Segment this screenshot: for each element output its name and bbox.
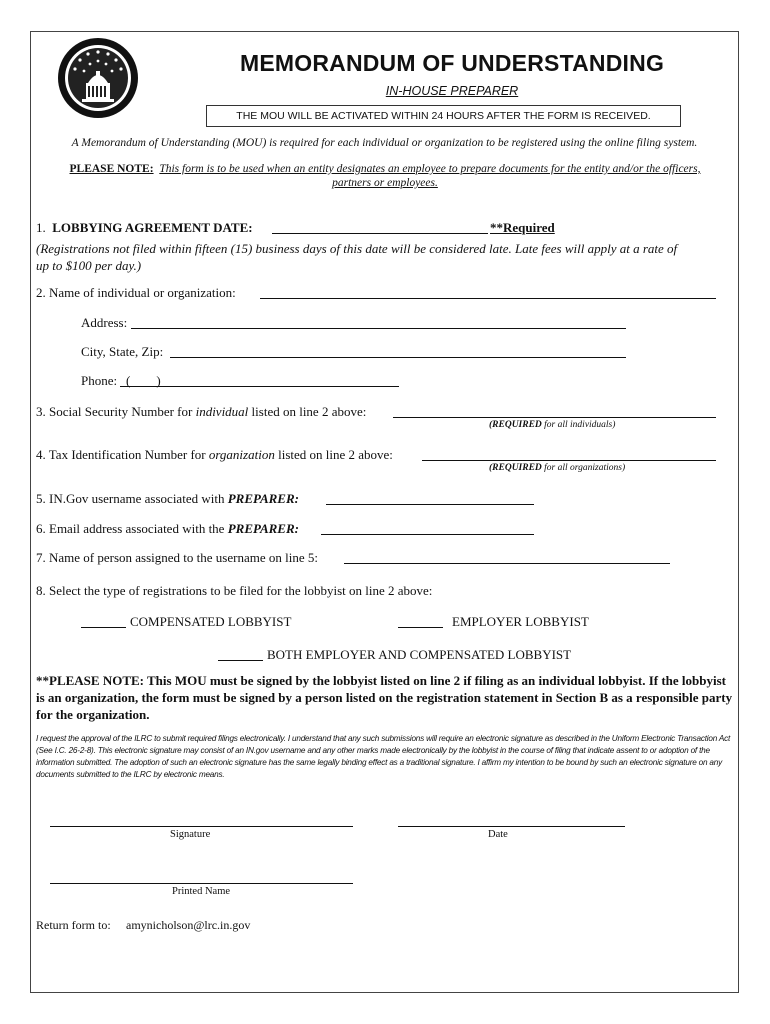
item8-label: 8. Select the type of registrations to be filed for the lobbyist on line 2 above: bbox=[36, 583, 433, 598]
printed-name-label: Printed Name bbox=[172, 886, 231, 897]
item6-label-b: PREPARER: bbox=[227, 521, 299, 536]
item4-label-a: 4. Tax Identification Number for bbox=[36, 447, 209, 462]
phone-field[interactable] bbox=[120, 386, 399, 387]
tin-required-note bbox=[489, 463, 625, 473]
late-fee-note bbox=[36, 240, 736, 274]
tin-req-bold: (REQUIRED bbox=[489, 463, 542, 473]
ssn-req-bold: (REQUIRED bbox=[489, 420, 542, 430]
address-field[interactable] bbox=[131, 328, 626, 329]
printed-name-field[interactable] bbox=[50, 883, 353, 884]
item5-label bbox=[36, 491, 299, 507]
date-label: Date bbox=[488, 829, 508, 840]
username-field[interactable] bbox=[326, 504, 534, 505]
phone-label: Phone: bbox=[81, 373, 118, 388]
city-label: City, State, Zip: bbox=[81, 344, 164, 359]
ssn-required-note bbox=[489, 420, 615, 430]
item2-label: 2. Name of individual or organization: bbox=[36, 285, 236, 300]
return-label: Return form to: bbox=[36, 918, 111, 932]
item3-label bbox=[36, 404, 366, 420]
both-checkbox[interactable] bbox=[218, 660, 263, 661]
item7-label: 7. Name of person assigned to the username on line 5: bbox=[36, 550, 318, 565]
phone-area-code: ( ) bbox=[126, 373, 161, 388]
both-option-label: BOTH EMPLOYER AND COMPENSATED LOBBYIST bbox=[267, 647, 572, 662]
item1-row bbox=[36, 220, 253, 236]
please-note-text-2: partners or employees. bbox=[332, 177, 438, 189]
tin-req-rest: for all organizations) bbox=[541, 463, 626, 473]
city-field[interactable] bbox=[170, 357, 626, 358]
item3-label-c: listed on line 2 above: bbox=[248, 404, 367, 419]
item6-label bbox=[36, 521, 299, 537]
name-field[interactable] bbox=[260, 298, 716, 299]
tin-field[interactable] bbox=[422, 460, 716, 461]
late-fee-note-2: up to $100 per day.) bbox=[36, 258, 142, 273]
ssn-field[interactable] bbox=[393, 417, 716, 418]
please-note-label: PLEASE NOTE: bbox=[69, 163, 154, 175]
late-fee-note-1: (Registrations not filed within fifteen (15) business days of this date will be considered late. Late fees will apply at a rate of bbox=[36, 241, 678, 256]
employer-checkbox[interactable] bbox=[398, 627, 443, 628]
intro-text: A Memorandum of Understanding (MOU) is required for each individual or organization to be registered using the online filing system. bbox=[71, 137, 698, 149]
activation-notice: THE MOU WILL BE ACTIVATED WITHIN 24 HOURS AFTER THE FORM IS RECEIVED. bbox=[206, 105, 681, 127]
signing-note: **PLEASE NOTE: This MOU must be signed by the lobbyist listed on line 2 if filing as an individual lobbyist. If the lobbyist is an organization, the form must be signed by a person listed on the registration statement in Section B as a responsible party for the organization. bbox=[36, 673, 733, 722]
form-subtitle: IN-HOUSE PREPARER bbox=[385, 84, 519, 98]
item4-label-c: listed on line 2 above: bbox=[274, 447, 393, 462]
item4-label bbox=[36, 447, 393, 463]
ssn-req-rest: for all individuals) bbox=[541, 420, 616, 430]
electronic-signature-statement: I request the approval of the ILRC to submit required filings electronically. I understand that any such submissions will require an electronic signature as described in the Uniform Electronic Transaction Act (See I.C. 26-2-8). This electronic signature may consist of an IN.gov username and any other marks made electronically by the lobbyist in the course of filing that indicate assent to or adoption of the information submitted. The adoption of such an electronic signature has the same legally binding effect as a traditional signature. I affirm my intention to be bound by such an electronic signature on any documents submitted to the ILRC by electronic means. bbox=[36, 734, 731, 779]
please-note bbox=[38, 162, 732, 190]
employer-option-label: EMPLOYER LOBBYIST bbox=[452, 614, 589, 629]
item1-label: LOBBYING AGREEMENT DATE: bbox=[52, 220, 253, 235]
signature-label: Signature bbox=[170, 829, 211, 840]
item5-label-a: 5. IN.Gov username associated with bbox=[36, 491, 228, 506]
signature-field[interactable] bbox=[50, 826, 353, 827]
item5-label-b: PREPARER: bbox=[227, 491, 299, 506]
compensated-option-label: COMPENSATED LOBBYIST bbox=[130, 614, 292, 629]
please-note-text-1: This form is to be used when an entity designates an employee to prepare documents for the entity and/or the officers, bbox=[159, 163, 701, 175]
form-title: MEMORANDUM OF UNDERSTANDING bbox=[239, 50, 665, 76]
item1-number: 1. bbox=[36, 220, 46, 235]
required-marker: **Required bbox=[490, 220, 555, 235]
email-field[interactable] bbox=[321, 534, 534, 535]
address-label: Address: bbox=[81, 315, 128, 330]
assigned-person-field[interactable] bbox=[344, 563, 670, 564]
lobbying-date-field[interactable] bbox=[272, 233, 488, 234]
date-field[interactable] bbox=[398, 826, 625, 827]
item4-label-b: organization bbox=[208, 447, 275, 462]
compensated-checkbox[interactable] bbox=[81, 627, 126, 628]
item6-label-a: 6. Email address associated with the bbox=[36, 521, 228, 536]
item3-label-a: 3. Social Security Number for bbox=[36, 404, 196, 419]
item3-label-b: individual bbox=[195, 404, 249, 419]
return-email[interactable]: amynicholson@lrc.in.gov bbox=[126, 918, 251, 932]
